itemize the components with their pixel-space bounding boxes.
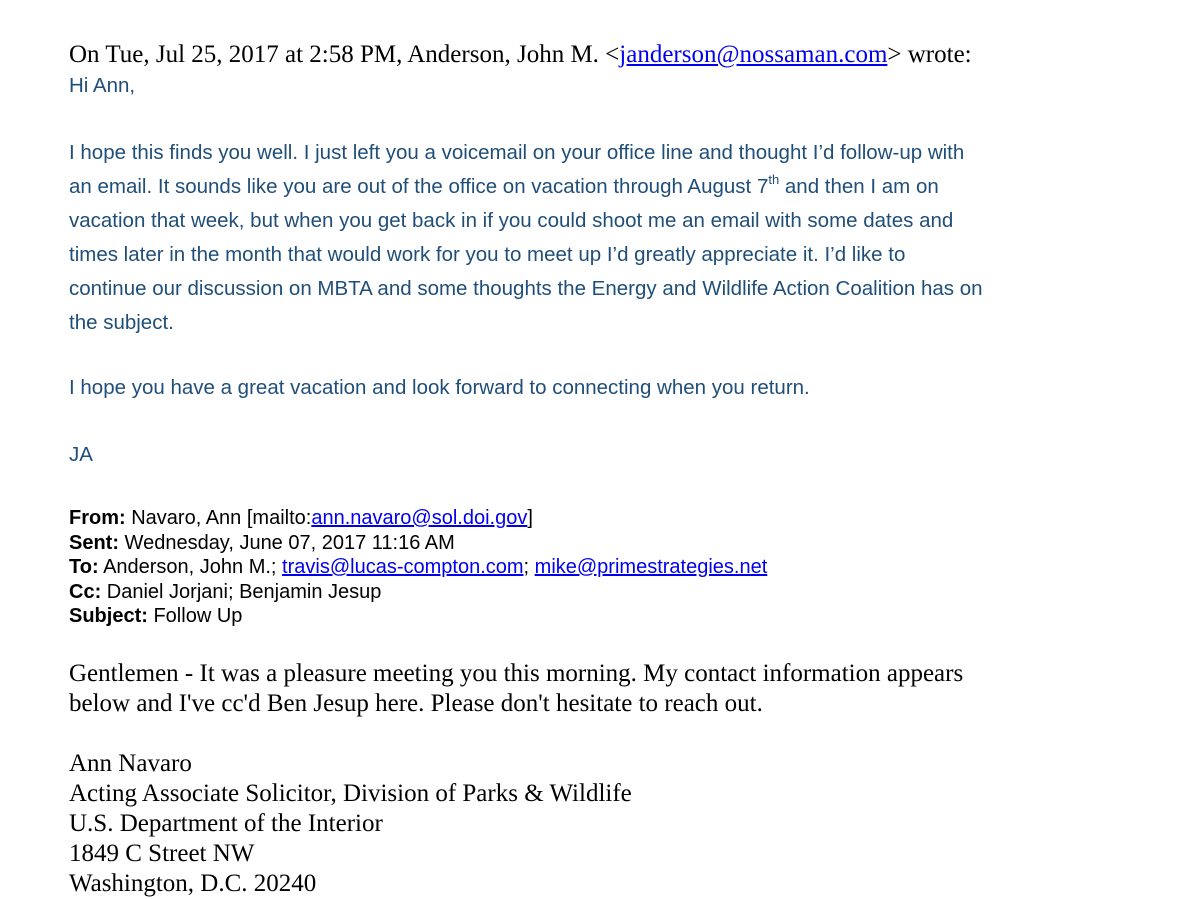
signature-street: 1849 C Street NW: [69, 840, 255, 867]
signature-block: [69, 749, 632, 899]
sent-label: Sent:: [69, 531, 119, 554]
attribution-prefix: On Tue, Jul 25, 2017 at 2:58 PM, Anderson, John M. <: [69, 41, 620, 68]
from-email-link[interactable]: ann.navaro@sol.doi.gov: [311, 507, 528, 529]
from-row: [69, 506, 767, 531]
sent-row: [69, 531, 767, 556]
reply-paragraph-1: [69, 136, 983, 340]
signature-org: U.S. Department of the Interior: [69, 810, 383, 837]
reply-paragraph-2: I hope you have a great vacation and look forward to connecting when you return.: [69, 376, 810, 399]
to-label: To:: [69, 556, 99, 578]
quote-attribution-line: [69, 40, 972, 70]
sent-value: Wednesday, June 07, 2017 11:16 AM: [119, 531, 455, 554]
cc-row: [69, 580, 767, 605]
signature-city: Washington, D.C. 20240: [69, 870, 317, 897]
reply-line-part: and then I am on: [779, 175, 939, 198]
from-value: Navaro, Ann [mailto:: [125, 507, 312, 529]
ordinal-suffix: th: [768, 172, 780, 187]
reply-line-part: an email. It sounds like you are out of the office on vacation through August 7: [69, 175, 769, 198]
reply-line: [69, 170, 983, 204]
from-label: From:: [69, 507, 126, 529]
message-line: below and I've cc'd Ben Jesup here. Please don't hesitate to reach out.: [69, 690, 763, 717]
cc-value: Daniel Jorjani; Benjamin Jesup: [101, 580, 382, 603]
signature-title: Acting Associate Solicitor, Division of Parks & Wildlife: [69, 780, 632, 807]
forwarded-header: [69, 506, 767, 629]
reply-signoff: JA: [69, 443, 93, 466]
attribution-suffix: > wrote:: [887, 41, 972, 68]
message-line: Gentlemen - It was a pleasure meeting you this morning. My contact information appears: [69, 660, 964, 687]
subject-value: Follow Up: [147, 605, 243, 627]
signature-name: Ann Navaro: [69, 750, 192, 777]
subject-row: [69, 604, 767, 629]
to-value: Anderson, John M.;: [98, 556, 283, 578]
reply-line: I hope this finds you well. I just left you a voicemail on your office line and thought I’d follow-up with: [69, 141, 965, 164]
subject-label: Subject:: [69, 605, 148, 627]
to-separator: ;: [523, 556, 535, 578]
reply-line: vacation that week, but when you get back in if you could shoot me an email with some dates and: [69, 209, 954, 232]
cc-label: Cc:: [69, 580, 102, 603]
to-email-link-2[interactable]: mike@primestrategies.net: [534, 556, 768, 578]
original-message-body: [69, 659, 963, 719]
from-value-end: ]: [527, 507, 533, 529]
reply-greeting: Hi Ann,: [69, 74, 136, 97]
to-email-link-1[interactable]: travis@lucas-compton.com: [282, 556, 524, 578]
sender-email-link[interactable]: janderson@nossaman.com: [619, 41, 888, 68]
to-row: [69, 555, 767, 580]
reply-line: times later in the month that would work for you to meet up I’d greatly appreciate it. I’d like to: [69, 243, 906, 266]
reply-line: the subject.: [69, 311, 174, 334]
reply-line: continue our discussion on MBTA and some thoughts the Energy and Wildlife Action Coalition has on: [69, 277, 983, 300]
